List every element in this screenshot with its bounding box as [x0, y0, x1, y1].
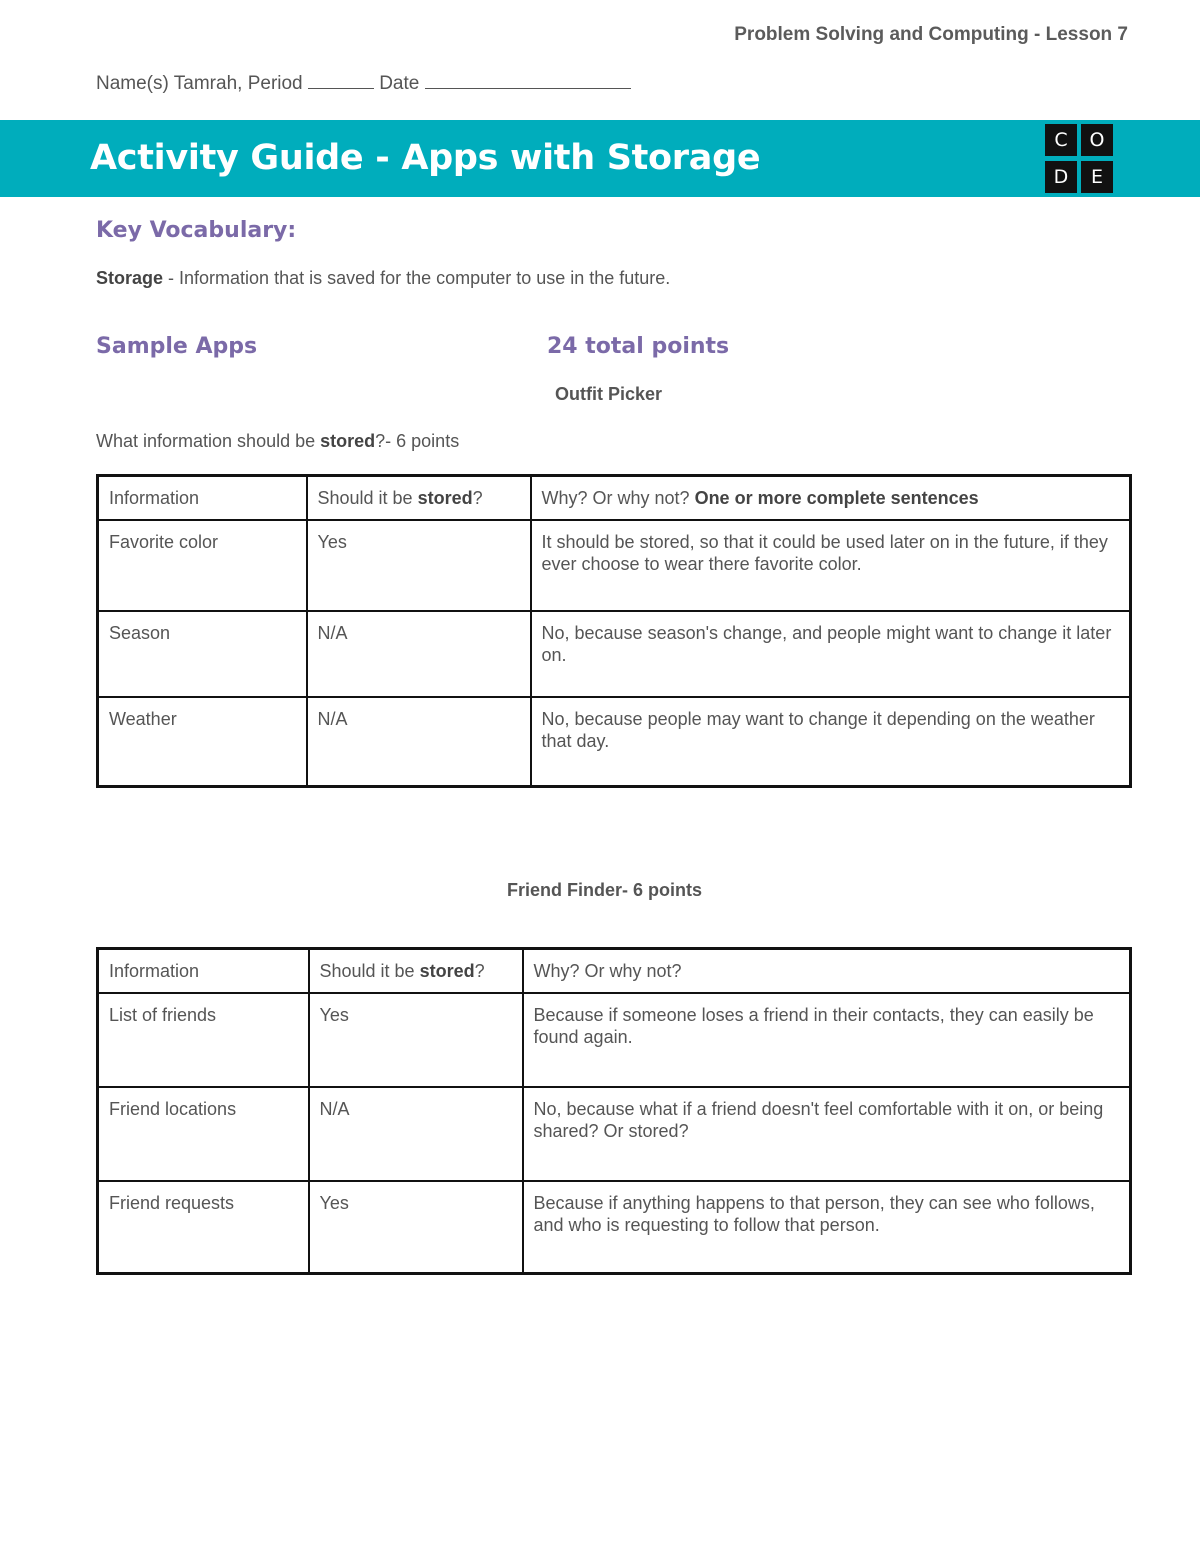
outfit-question-post: ?- 6 points — [375, 431, 460, 451]
header-stored-pre: Should it be — [319, 961, 420, 981]
header-information: Information — [98, 949, 309, 993]
header-information: Information — [98, 476, 307, 520]
header-why-bold: One or more complete sentences — [694, 488, 979, 508]
friend-finder-title: Friend Finder- 6 points — [507, 880, 703, 900]
sample-apps-heading: Sample Apps — [96, 334, 258, 359]
logo-letter-c: C — [1045, 124, 1077, 156]
table-header-row — [98, 949, 1131, 993]
total-points-heading: 24 total points — [547, 334, 730, 359]
name-period-date-line — [96, 70, 631, 95]
header-stored — [307, 476, 531, 520]
cell-information: Season — [98, 611, 307, 697]
cell-stored: Yes — [309, 1181, 523, 1274]
table-row — [98, 611, 1131, 697]
cell-information: Friend requests — [98, 1181, 309, 1274]
outfit-question-pre: What information should be — [96, 431, 321, 451]
cell-why: No, because season's change, and people might want to change it later on. — [531, 611, 1131, 697]
code-logo — [1045, 124, 1115, 194]
table-row — [98, 993, 1131, 1087]
cell-stored: N/A — [307, 697, 531, 787]
name-label: Name(s) — [96, 73, 169, 94]
header-stored-bold: stored — [417, 488, 473, 508]
outfit-picker-title: Outfit Picker — [555, 384, 663, 404]
outfit-question — [96, 431, 459, 452]
friend-table — [96, 947, 1132, 1275]
date-label: Date — [379, 73, 420, 94]
table-row — [98, 1181, 1131, 1274]
cell-information: Favorite color — [98, 520, 307, 611]
cell-information: Friend locations — [98, 1087, 309, 1181]
header-why: Why? Or why not? — [523, 949, 1131, 993]
cell-why: Because if someone loses a friend in their contacts, they can easily be found again. — [523, 993, 1131, 1087]
cell-why: Because if anything happens to that person, they can see who follows, and who is requesting to follow that person. — [523, 1181, 1131, 1274]
lesson-label: Problem Solving and Computing - Lesson 7 — [734, 24, 1128, 45]
date-blank — [425, 70, 631, 89]
cell-information: Weather — [98, 697, 307, 787]
header-stored — [309, 949, 523, 993]
vocab-definition — [96, 268, 670, 289]
logo-letter-e: E — [1081, 161, 1113, 193]
header-stored-pre: Should it be — [317, 488, 418, 508]
table-row — [98, 697, 1131, 787]
vocab-definition-text: - Information that is saved for the computer to use in the future. — [163, 268, 671, 288]
header-stored-bold: stored — [419, 961, 475, 981]
cell-stored: Yes — [309, 993, 523, 1087]
cell-why: It should be stored, so that it could be used later on in the future, if they ever choose to wear there favorite color. — [531, 520, 1131, 611]
table-row — [98, 520, 1131, 611]
name-value: Tamrah, — [173, 73, 243, 94]
key-vocabulary-heading: Key Vocabulary: — [96, 218, 297, 243]
header-stored-post: ? — [474, 961, 485, 981]
cell-why: No, because people may want to change it depending on the weather that day. — [531, 697, 1131, 787]
page-title: Activity Guide - Apps with Storage — [90, 138, 761, 178]
header-why-pre: Why? Or why not? — [541, 488, 695, 508]
cell-why: No, because what if a friend doesn't feel comfortable with it on, or being shared? Or stored? — [523, 1087, 1131, 1181]
cell-information: List of friends — [98, 993, 309, 1087]
vocab-term: Storage — [96, 268, 164, 288]
logo-letter-o: O — [1081, 124, 1113, 156]
logo-letter-d: D — [1045, 161, 1077, 193]
cell-stored: Yes — [307, 520, 531, 611]
cell-stored: N/A — [307, 611, 531, 697]
cell-stored: N/A — [309, 1087, 523, 1181]
table-row — [98, 1087, 1131, 1181]
period-label: Period — [247, 73, 303, 94]
period-blank — [308, 70, 374, 89]
outfit-table — [96, 474, 1132, 788]
table-header-row — [98, 476, 1131, 520]
outfit-question-bold: stored — [320, 431, 376, 451]
header-stored-post: ? — [472, 488, 483, 508]
header-why — [531, 476, 1131, 520]
